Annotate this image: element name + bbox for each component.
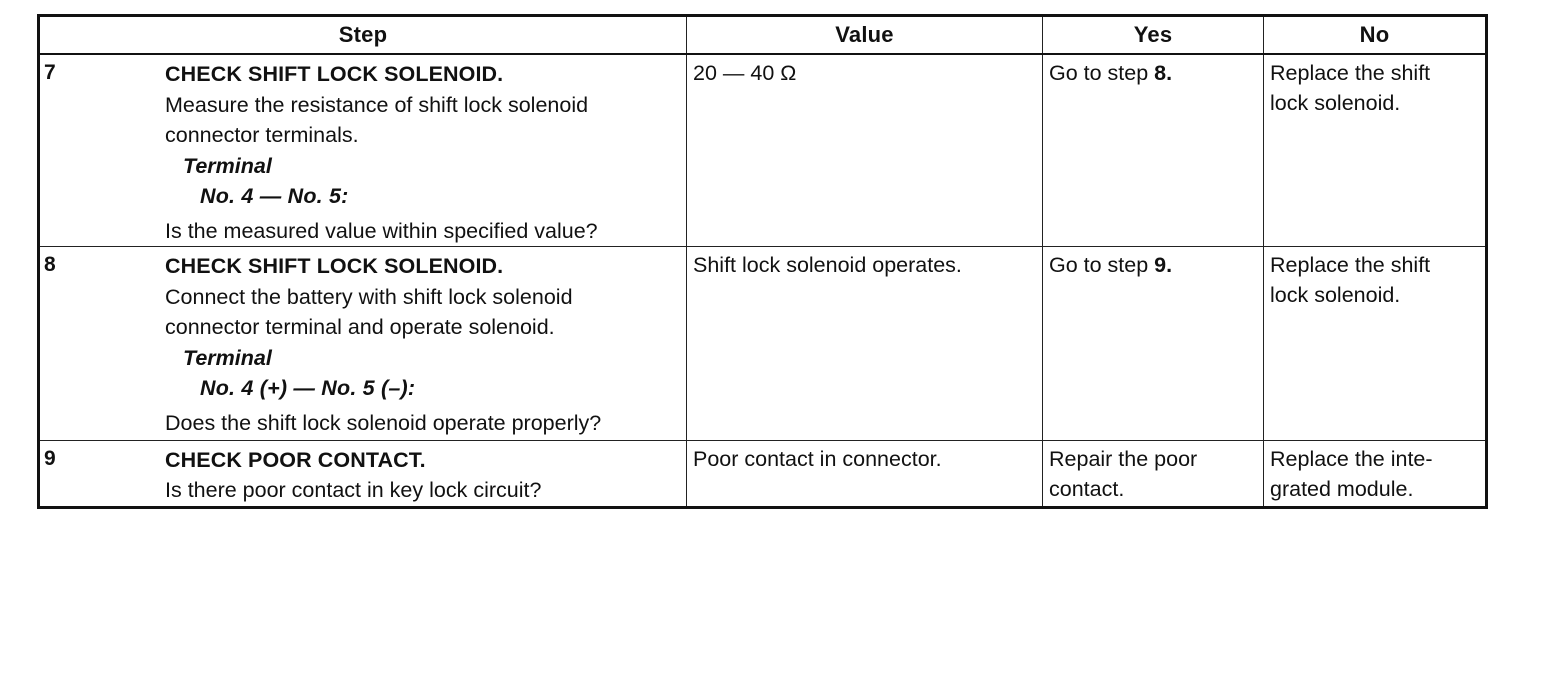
step-title: CHECK POOR CONTACT. <box>165 447 426 472</box>
step-description-line: Measure the resistance of shift lock solenoid <box>165 92 589 117</box>
value-text: Shift lock solenoid operates. <box>693 253 962 278</box>
step-number: 8 <box>44 253 56 277</box>
table-row <box>39 247 1487 440</box>
no-line: Replace the inte- <box>1270 446 1433 471</box>
header-yes: Yes <box>1043 16 1264 55</box>
step-number: 9 <box>44 446 56 470</box>
value-text: Poor contact in connector. <box>693 446 942 471</box>
table-row <box>39 54 1487 247</box>
step-number: 7 <box>44 61 56 85</box>
terminal-value: No. 4 (+) — No. 5 (–): <box>200 376 416 401</box>
yes-step-ref: 8. <box>1154 61 1173 86</box>
step-description-line: connector terminals. <box>165 123 359 148</box>
no-cell <box>1264 440 1487 507</box>
yes-step-ref: 9. <box>1154 253 1173 278</box>
yes-line: Repair the poor <box>1049 446 1198 471</box>
step-question: Is there poor contact in key lock circuit? <box>165 478 542 503</box>
no-cell <box>1264 54 1487 247</box>
diagnostic-table <box>37 14 1488 509</box>
no-text <box>1264 441 1485 504</box>
no-text <box>1264 247 1485 310</box>
yes-line: contact. <box>1049 476 1125 501</box>
step-title: CHECK SHIFT LOCK SOLENOID. <box>165 254 504 279</box>
no-line: Replace the shift <box>1270 253 1431 278</box>
yes-prefix: Go to step <box>1049 253 1155 278</box>
step-title: CHECK SHIFT LOCK SOLENOID. <box>165 62 504 87</box>
yes-text <box>1043 55 1263 88</box>
terminal-label: Terminal <box>183 153 272 178</box>
yes-cell <box>1043 54 1264 247</box>
yes-text <box>1043 441 1263 504</box>
yes-cell <box>1043 440 1264 507</box>
no-text <box>1264 55 1485 118</box>
no-line: grated module. <box>1270 476 1414 501</box>
terminal-value: No. 4 — No. 5: <box>200 184 349 209</box>
header-value: Value <box>687 16 1043 55</box>
header-step: Step <box>39 16 687 55</box>
yes-text <box>1043 247 1263 280</box>
value-cell <box>687 54 1043 247</box>
no-cell <box>1264 247 1487 440</box>
value-text: 20 — 40 Ω <box>693 61 797 86</box>
header-no: No <box>1264 16 1487 55</box>
step-question: Does the shift lock solenoid operate properly? <box>165 410 602 435</box>
yes-cell <box>1043 247 1264 440</box>
terminal-label: Terminal <box>183 345 272 370</box>
no-line: Replace the shift <box>1270 61 1431 86</box>
step-cell <box>39 440 687 507</box>
step-question: Is the measured value within specified value? <box>165 218 598 243</box>
step-body <box>165 55 686 246</box>
no-line: lock solenoid. <box>1270 91 1401 116</box>
no-line: lock solenoid. <box>1270 283 1401 308</box>
step-description-line: connector terminal and operate solenoid. <box>165 315 555 340</box>
step-cell <box>39 54 687 247</box>
step-body <box>165 441 686 506</box>
step-body <box>165 247 686 438</box>
step-cell <box>39 247 687 440</box>
table-header-row <box>39 16 1487 55</box>
value-cell <box>687 440 1043 507</box>
step-description-line: Connect the battery with shift lock solenoid <box>165 284 573 309</box>
table-row <box>39 440 1487 507</box>
yes-prefix: Go to step <box>1049 61 1155 86</box>
value-cell <box>687 247 1043 440</box>
